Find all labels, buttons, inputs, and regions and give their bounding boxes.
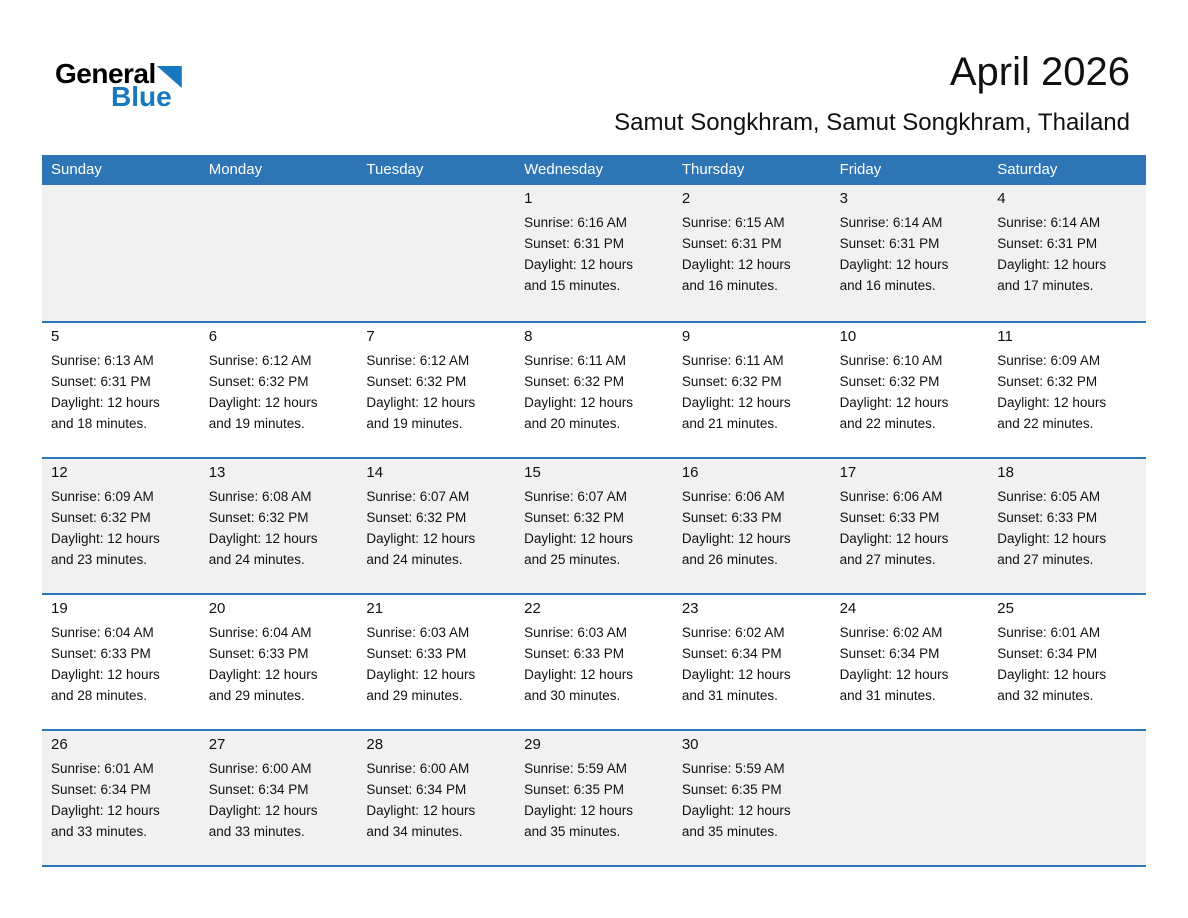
day-info-line: and 27 minutes. <box>839 551 936 567</box>
day-info-line: Sunrise: 6:09 AM <box>51 489 154 504</box>
day-info-line: Sunset: 6:33 PM <box>51 645 151 661</box>
day-cell <box>42 323 200 457</box>
day-info-line: Sunset: 6:31 PM <box>997 235 1098 251</box>
week-row <box>42 321 1146 457</box>
day-info-line: Sunrise: 6:13 AM <box>51 353 154 368</box>
day-info-line: Sunset: 6:31 PM <box>681 235 782 251</box>
day-info-line: Sunset: 6:34 PM <box>366 781 467 797</box>
day-number: 8 <box>524 328 533 345</box>
day-info-line: Sunrise: 6:00 AM <box>366 761 470 776</box>
day-number: 4 <box>997 190 1006 207</box>
day-number: 20 <box>208 600 226 617</box>
day-info-line: Sunset: 6:31 PM <box>839 235 940 251</box>
day-info-line: Daylight: 12 hours <box>366 802 476 818</box>
day-cell <box>42 731 200 865</box>
day-info-line: Sunrise: 6:06 AM <box>681 489 785 504</box>
day-info-line: Sunrise: 6:11 AM <box>681 353 784 368</box>
day-info-line: and 33 minutes. <box>51 823 148 839</box>
day-cell <box>515 323 673 457</box>
day-info-line: Daylight: 12 hours <box>997 394 1107 410</box>
day-info-line: Sunset: 6:35 PM <box>681 781 782 797</box>
day-number: 1 <box>524 190 533 207</box>
page-header <box>0 0 1188 137</box>
day-info-line: Sunset: 6:33 PM <box>366 645 467 661</box>
day-info-line: Sunrise: 6:14 AM <box>839 215 943 230</box>
day-number: 22 <box>524 600 541 617</box>
day-info-line: Sunrise: 6:14 AM <box>997 215 1101 230</box>
day-number: 13 <box>208 464 226 481</box>
day-info-line: Sunset: 6:32 PM <box>681 373 782 389</box>
day-info-line: and 22 minutes. <box>839 415 936 431</box>
day-cell <box>673 185 831 321</box>
day-cell <box>357 459 515 593</box>
day-number: 14 <box>366 464 384 481</box>
day-info-line: Sunrise: 6:10 AM <box>839 353 943 368</box>
empty-day-cell <box>831 731 989 865</box>
day-number: 2 <box>681 190 691 207</box>
empty-day-cell <box>200 185 358 321</box>
day-info-line: Daylight: 12 hours <box>51 394 160 410</box>
day-cell <box>831 459 989 593</box>
day-info-line: Sunset: 6:34 PM <box>839 645 940 661</box>
location-subtitle: Samut Songkhram, Samut Songkhram, Thailand <box>614 109 1130 136</box>
day-info-line: Daylight: 12 hours <box>208 802 318 818</box>
day-info-line: Daylight: 12 hours <box>997 256 1107 272</box>
day-info-line: Sunset: 6:33 PM <box>681 509 782 525</box>
day-info-line: and 22 minutes. <box>997 415 1094 431</box>
day-info-line: Daylight: 12 hours <box>366 394 476 410</box>
day-info-line: Daylight: 12 hours <box>524 256 633 272</box>
day-cell <box>515 459 673 593</box>
day-info-line: Sunrise: 6:08 AM <box>208 489 312 504</box>
day-number: 25 <box>997 600 1014 617</box>
day-info-line: Daylight: 12 hours <box>366 666 476 682</box>
day-info-line: Sunset: 6:35 PM <box>524 781 624 797</box>
day-info-line: and 27 minutes. <box>997 551 1094 567</box>
day-cell <box>673 459 831 593</box>
day-info-line: Sunset: 6:32 PM <box>366 373 467 389</box>
day-info-line: Daylight: 12 hours <box>997 666 1107 682</box>
day-info-line: Sunrise: 6:16 AM <box>524 215 627 230</box>
day-info-line: Daylight: 12 hours <box>208 666 318 682</box>
day-cell <box>831 185 989 321</box>
day-number: 5 <box>51 328 60 345</box>
day-info-line: and 35 minutes. <box>524 823 621 839</box>
day-info-line: Sunset: 6:31 PM <box>524 235 624 251</box>
day-number: 3 <box>839 190 848 207</box>
day-number: 24 <box>839 600 857 617</box>
day-number: 7 <box>366 328 375 345</box>
day-info-line: Sunrise: 6:05 AM <box>997 489 1101 504</box>
day-number: 21 <box>366 600 384 617</box>
empty-day-cell <box>357 185 515 321</box>
month-year-title: April 2026 <box>949 50 1130 94</box>
day-info-line: Sunrise: 6:01 AM <box>997 625 1101 640</box>
day-cell <box>831 323 989 457</box>
day-info-line: and 30 minutes. <box>524 687 621 703</box>
day-info-line: and 26 minutes. <box>681 551 778 567</box>
day-info-line: Sunrise: 6:06 AM <box>839 489 943 504</box>
day-info-line: Sunset: 6:31 PM <box>51 373 151 389</box>
day-info-line: Sunset: 6:32 PM <box>524 509 624 525</box>
day-info-line: Sunset: 6:32 PM <box>839 373 940 389</box>
week-row <box>42 457 1146 593</box>
day-number: 10 <box>839 328 857 345</box>
day-cell <box>515 185 673 321</box>
day-cell <box>988 595 1146 729</box>
day-info-line: and 18 minutes. <box>51 415 148 431</box>
day-info-line: Sunrise: 5:59 AM <box>524 761 627 776</box>
day-cell <box>673 595 831 729</box>
day-info-line: Sunset: 6:32 PM <box>366 509 467 525</box>
day-info-line: Daylight: 12 hours <box>51 802 160 818</box>
day-number: 19 <box>51 600 68 617</box>
logo-text-blue: Blue <box>111 81 172 112</box>
day-cell <box>200 595 358 729</box>
empty-day-cell <box>988 731 1146 865</box>
day-info-line: and 21 minutes. <box>681 415 778 431</box>
day-cell <box>988 185 1146 321</box>
week-row <box>42 593 1146 729</box>
day-info-line: Daylight: 12 hours <box>524 666 633 682</box>
day-cell <box>200 459 358 593</box>
day-info-line: and 24 minutes. <box>208 551 305 567</box>
day-number: 23 <box>681 600 699 617</box>
day-info-line: Sunrise: 6:07 AM <box>524 489 627 504</box>
day-info-line: Sunrise: 6:15 AM <box>681 215 785 230</box>
day-info-line: Daylight: 12 hours <box>681 530 791 546</box>
day-info-line: Sunset: 6:33 PM <box>524 645 624 661</box>
day-info-line: Sunrise: 6:12 AM <box>366 353 470 368</box>
day-info-line: Daylight: 12 hours <box>839 666 949 682</box>
day-info-line: Sunset: 6:32 PM <box>997 373 1098 389</box>
day-info-line: Daylight: 12 hours <box>681 666 791 682</box>
day-info-line: and 31 minutes. <box>839 687 936 703</box>
day-info-line: Sunset: 6:33 PM <box>997 509 1098 525</box>
day-info-line: and 17 minutes. <box>997 277 1094 293</box>
weekday-monday: Monday <box>208 161 263 178</box>
day-info-line: Sunrise: 6:11 AM <box>524 353 626 368</box>
day-info-line: Daylight: 12 hours <box>51 530 160 546</box>
day-cell <box>515 595 673 729</box>
day-info-line: Sunrise: 6:00 AM <box>208 761 312 776</box>
day-info-line: Sunset: 6:32 PM <box>208 373 309 389</box>
day-cell <box>673 323 831 457</box>
day-number: 11 <box>997 328 1013 345</box>
day-info-line: Daylight: 12 hours <box>366 530 476 546</box>
day-cell <box>988 459 1146 593</box>
day-cell <box>357 595 515 729</box>
general-blue-logo <box>55 50 182 111</box>
day-number: 28 <box>366 736 384 753</box>
day-info-line: and 16 minutes. <box>681 277 778 293</box>
day-info-line: Sunset: 6:32 PM <box>51 509 151 525</box>
day-cell <box>200 731 358 865</box>
day-info-line: Daylight: 12 hours <box>524 394 633 410</box>
day-number: 12 <box>51 464 68 481</box>
day-info-line: and 20 minutes. <box>524 415 621 431</box>
day-info-line: Daylight: 12 hours <box>208 530 318 546</box>
day-info-line: Daylight: 12 hours <box>524 802 633 818</box>
day-info-line: Sunrise: 5:59 AM <box>681 761 785 776</box>
logo-text-general: General <box>55 58 156 89</box>
weekday-saturday: Saturday <box>997 161 1058 178</box>
day-info-line: Sunset: 6:33 PM <box>839 509 940 525</box>
day-cell <box>357 323 515 457</box>
day-info-line: and 33 minutes. <box>208 823 305 839</box>
day-number: 29 <box>524 736 541 753</box>
day-info-line: Sunset: 6:34 PM <box>997 645 1098 661</box>
day-info-line: and 29 minutes. <box>208 687 305 703</box>
day-info-line: Daylight: 12 hours <box>51 666 160 682</box>
day-info-line: Sunrise: 6:04 AM <box>51 625 154 640</box>
day-info-line: Sunrise: 6:02 AM <box>681 625 785 640</box>
day-info-line: and 34 minutes. <box>366 823 463 839</box>
day-info-line: Sunrise: 6:01 AM <box>51 761 154 776</box>
day-info-line: Daylight: 12 hours <box>681 394 791 410</box>
weekday-header-row <box>42 155 1146 185</box>
day-info-line: Daylight: 12 hours <box>997 530 1107 546</box>
weekday-sunday: Sunday <box>51 161 102 178</box>
calendar-grid <box>42 155 1146 867</box>
day-cell <box>357 731 515 865</box>
day-info-line: Daylight: 12 hours <box>839 394 949 410</box>
day-info-line: and 28 minutes. <box>51 687 148 703</box>
day-info-line: and 16 minutes. <box>839 277 936 293</box>
day-info-line: Sunset: 6:33 PM <box>208 645 309 661</box>
day-number: 30 <box>681 736 699 753</box>
day-cell <box>42 595 200 729</box>
day-info-line: and 25 minutes. <box>524 551 621 567</box>
day-number: 27 <box>208 736 226 753</box>
day-cell <box>515 731 673 865</box>
day-info-line: Daylight: 12 hours <box>681 256 791 272</box>
day-info-line: Sunrise: 6:12 AM <box>208 353 312 368</box>
day-info-line: and 24 minutes. <box>366 551 463 567</box>
day-info-line: and 35 minutes. <box>681 823 778 839</box>
day-info-line: Sunset: 6:34 PM <box>208 781 309 797</box>
day-info-line: Sunrise: 6:09 AM <box>997 353 1101 368</box>
day-info-line: Sunset: 6:32 PM <box>208 509 309 525</box>
weekday-friday: Friday <box>839 161 882 178</box>
day-info-line: and 23 minutes. <box>51 551 148 567</box>
weekday-thursday: Thursday <box>681 161 745 178</box>
day-info-line: Daylight: 12 hours <box>839 530 949 546</box>
week-row <box>42 729 1146 865</box>
day-info-line: Sunrise: 6:03 AM <box>366 625 470 640</box>
day-info-line: Sunrise: 6:02 AM <box>839 625 943 640</box>
day-number: 15 <box>524 464 541 481</box>
day-info-line: Daylight: 12 hours <box>208 394 318 410</box>
day-info-line: and 31 minutes. <box>681 687 778 703</box>
week-row <box>42 185 1146 321</box>
day-info-line: Daylight: 12 hours <box>681 802 791 818</box>
day-info-line: Sunrise: 6:07 AM <box>366 489 470 504</box>
day-info-line: Sunset: 6:34 PM <box>681 645 782 661</box>
day-info-line: and 19 minutes. <box>208 415 305 431</box>
calendar-body <box>42 185 1146 865</box>
day-info-line: and 29 minutes. <box>366 687 463 703</box>
day-info-line: Sunrise: 6:04 AM <box>208 625 312 640</box>
weekday-tuesday: Tuesday <box>366 161 424 178</box>
day-cell <box>42 459 200 593</box>
day-info-line: and 19 minutes. <box>366 415 463 431</box>
day-info-line: and 15 minutes. <box>524 277 621 293</box>
day-info-line: and 32 minutes. <box>997 687 1094 703</box>
day-info-line: Daylight: 12 hours <box>524 530 633 546</box>
day-number: 17 <box>839 464 857 481</box>
day-number: 26 <box>51 736 68 753</box>
day-info-line: Sunset: 6:32 PM <box>524 373 624 389</box>
day-info-line: Daylight: 12 hours <box>839 256 949 272</box>
day-number: 16 <box>681 464 699 481</box>
day-number: 6 <box>208 328 218 345</box>
day-cell <box>200 323 358 457</box>
weekday-wednesday: Wednesday <box>524 161 604 178</box>
day-number: 18 <box>997 464 1014 481</box>
day-number: 9 <box>681 328 691 345</box>
day-cell <box>831 595 989 729</box>
empty-day-cell <box>42 185 200 321</box>
day-info-line: Sunrise: 6:03 AM <box>524 625 627 640</box>
day-cell <box>988 323 1146 457</box>
day-cell <box>673 731 831 865</box>
day-info-line: Sunset: 6:34 PM <box>51 781 151 797</box>
